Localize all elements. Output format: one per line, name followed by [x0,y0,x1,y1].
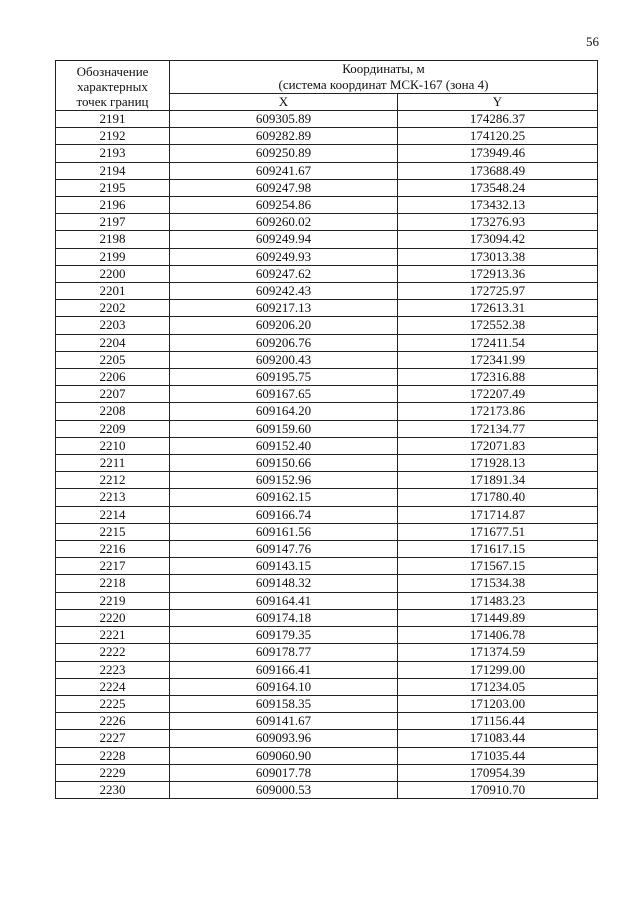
coordinates-header [170,61,598,94]
point-id-cell: 2224 [56,678,170,695]
point-id-cell: 2191 [56,111,170,128]
table-row [56,231,598,248]
table-row [56,386,598,403]
table-row [56,334,598,351]
x-coordinate-cell: 609249.93 [170,248,398,265]
y-coordinate-cell: 171891.34 [398,472,598,489]
y-coordinate-cell: 173094.42 [398,231,598,248]
y-coordinate-cell: 171534.38 [398,575,598,592]
x-coordinate-cell: 609254.86 [170,197,398,214]
point-id-cell: 2210 [56,437,170,454]
x-coordinate-cell: 609249.94 [170,231,398,248]
x-coordinate-cell: 609247.62 [170,265,398,282]
y-coordinate-cell: 171374.59 [398,644,598,661]
x-coordinate-cell: 609164.10 [170,678,398,695]
x-coordinate-cell: 609166.41 [170,661,398,678]
point-id-cell: 2208 [56,403,170,420]
table-row [56,145,598,162]
x-coordinate-cell: 609148.32 [170,575,398,592]
y-column-header: Y [398,94,598,111]
table-row [56,730,598,747]
point-id-cell: 2205 [56,351,170,368]
x-coordinate-cell: 609060.90 [170,747,398,764]
x-coordinate-cell: 609195.75 [170,369,398,386]
table-row [56,678,598,695]
point-id-cell: 2209 [56,420,170,437]
table-row [56,420,598,437]
x-coordinate-cell: 609017.78 [170,764,398,781]
point-id-cell: 2207 [56,386,170,403]
x-coordinate-cell: 609282.89 [170,128,398,145]
table-row [56,248,598,265]
coordinates-table [55,60,598,799]
table-row [56,472,598,489]
y-coordinate-cell: 172341.99 [398,351,598,368]
y-coordinate-cell: 173548.24 [398,179,598,196]
y-coordinate-cell: 171156.44 [398,713,598,730]
y-coordinate-cell: 171234.05 [398,678,598,695]
point-id-cell: 2217 [56,558,170,575]
point-id-cell: 2216 [56,541,170,558]
point-id-cell: 2215 [56,523,170,540]
point-header-line: точек границ [76,94,149,109]
table-row [56,541,598,558]
y-coordinate-cell: 172207.49 [398,386,598,403]
x-coordinate-cell: 609147.76 [170,541,398,558]
x-coordinate-cell: 609166.74 [170,506,398,523]
point-id-cell: 2228 [56,747,170,764]
point-id-cell: 2221 [56,627,170,644]
table-row [56,781,598,798]
point-id-cell: 2202 [56,300,170,317]
point-id-cell: 2225 [56,695,170,712]
table-row [56,128,598,145]
point-id-cell: 2204 [56,334,170,351]
table-row [56,713,598,730]
table-row [56,369,598,386]
y-coordinate-cell: 172552.38 [398,317,598,334]
y-coordinate-cell: 172613.31 [398,300,598,317]
x-coordinate-cell: 609141.67 [170,713,398,730]
point-header-line: Обозначение [76,64,149,79]
x-coordinate-cell: 609178.77 [170,644,398,661]
y-coordinate-cell: 170954.39 [398,764,598,781]
x-coordinate-cell: 609206.20 [170,317,398,334]
x-coordinate-cell: 609164.41 [170,592,398,609]
x-coordinate-cell: 609242.43 [170,283,398,300]
point-designation-header [56,61,170,111]
x-coordinate-cell: 609161.56 [170,523,398,540]
page-number: 56 [586,34,599,49]
point-id-cell: 2203 [56,317,170,334]
x-coordinate-cell: 609143.15 [170,558,398,575]
point-id-cell: 2206 [56,369,170,386]
y-coordinate-cell: 174286.37 [398,111,598,128]
x-coordinate-cell: 609158.35 [170,695,398,712]
point-id-cell: 2218 [56,575,170,592]
table-row [56,747,598,764]
x-coordinate-cell: 609247.98 [170,179,398,196]
x-coordinate-cell: 609167.65 [170,386,398,403]
table-row [56,764,598,781]
y-coordinate-cell: 172725.97 [398,283,598,300]
x-coordinate-cell: 609241.67 [170,162,398,179]
x-coordinate-cell: 609305.89 [170,111,398,128]
point-id-cell: 2193 [56,145,170,162]
y-coordinate-cell: 172316.88 [398,369,598,386]
y-coordinate-cell: 171483.23 [398,592,598,609]
y-coordinate-cell: 172173.86 [398,403,598,420]
x-coordinate-cell: 609159.60 [170,420,398,437]
y-coordinate-cell: 171449.89 [398,609,598,626]
point-id-cell: 2223 [56,661,170,678]
y-coordinate-cell: 172913.36 [398,265,598,282]
x-coordinate-cell: 609162.15 [170,489,398,506]
table-row [56,214,598,231]
y-coordinate-cell: 174120.25 [398,128,598,145]
point-id-cell: 2219 [56,592,170,609]
table-body [56,111,598,799]
table-row [56,403,598,420]
point-id-cell: 2214 [56,506,170,523]
table-row [56,644,598,661]
y-coordinate-cell: 171780.40 [398,489,598,506]
y-coordinate-cell: 171928.13 [398,455,598,472]
table-row [56,592,598,609]
table-header-row [56,61,598,94]
x-column-header: X [170,94,398,111]
y-coordinate-cell: 171083.44 [398,730,598,747]
y-coordinate-cell: 170910.70 [398,781,598,798]
table-row [56,351,598,368]
x-coordinate-cell: 609093.96 [170,730,398,747]
point-id-cell: 2199 [56,248,170,265]
table-row [56,300,598,317]
x-coordinate-cell: 609000.53 [170,781,398,798]
y-coordinate-cell: 172411.54 [398,334,598,351]
y-coordinate-cell: 171714.87 [398,506,598,523]
y-coordinate-cell: 171567.15 [398,558,598,575]
table-row [56,283,598,300]
x-coordinate-cell: 609206.76 [170,334,398,351]
point-id-cell: 2212 [56,472,170,489]
point-id-cell: 2200 [56,265,170,282]
y-coordinate-cell: 173949.46 [398,145,598,162]
x-coordinate-cell: 609150.66 [170,455,398,472]
x-coordinate-cell: 609179.35 [170,627,398,644]
table-row [56,661,598,678]
point-id-cell: 2220 [56,609,170,626]
table-row [56,506,598,523]
point-id-cell: 2198 [56,231,170,248]
x-coordinate-cell: 609152.96 [170,472,398,489]
point-id-cell: 2197 [56,214,170,231]
y-coordinate-cell: 171299.00 [398,661,598,678]
y-coordinate-cell: 171203.00 [398,695,598,712]
table-row [56,162,598,179]
table-row [56,111,598,128]
point-id-cell: 2226 [56,713,170,730]
table-row [56,609,598,626]
y-coordinate-cell: 173688.49 [398,162,598,179]
point-id-cell: 2227 [56,730,170,747]
point-id-cell: 2195 [56,179,170,196]
y-coordinate-cell: 171677.51 [398,523,598,540]
point-id-cell: 2229 [56,764,170,781]
y-coordinate-cell: 171617.15 [398,541,598,558]
y-coordinate-cell: 173432.13 [398,197,598,214]
point-id-cell: 2211 [56,455,170,472]
point-id-cell: 2194 [56,162,170,179]
x-coordinate-cell: 609250.89 [170,145,398,162]
table-row [56,523,598,540]
point-id-cell: 2213 [56,489,170,506]
y-coordinate-cell: 173276.93 [398,214,598,231]
table-row [56,437,598,454]
table-row [56,197,598,214]
y-coordinate-cell: 173013.38 [398,248,598,265]
y-coordinate-cell: 171406.78 [398,627,598,644]
point-id-cell: 2192 [56,128,170,145]
table-row [56,558,598,575]
table-row [56,179,598,196]
y-coordinate-cell: 171035.44 [398,747,598,764]
y-coordinate-cell: 172071.83 [398,437,598,454]
table-row [56,627,598,644]
coordinates-header-title: Координаты, м [342,61,425,76]
table-row [56,489,598,506]
x-coordinate-cell: 609260.02 [170,214,398,231]
table-row [56,455,598,472]
x-coordinate-cell: 609217.13 [170,300,398,317]
table-row [56,317,598,334]
point-header-line: характерных [77,79,148,94]
x-coordinate-cell: 609200.43 [170,351,398,368]
point-id-cell: 2196 [56,197,170,214]
x-coordinate-cell: 609152.40 [170,437,398,454]
point-id-cell: 2201 [56,283,170,300]
y-coordinate-cell: 172134.77 [398,420,598,437]
table-row [56,265,598,282]
x-coordinate-cell: 609174.18 [170,609,398,626]
point-id-cell: 2222 [56,644,170,661]
x-coordinate-cell: 609164.20 [170,403,398,420]
coordinates-header-system: (система координат МСК-167 (зона 4) [278,77,489,92]
table-row [56,575,598,592]
table-row [56,695,598,712]
point-id-cell: 2230 [56,781,170,798]
